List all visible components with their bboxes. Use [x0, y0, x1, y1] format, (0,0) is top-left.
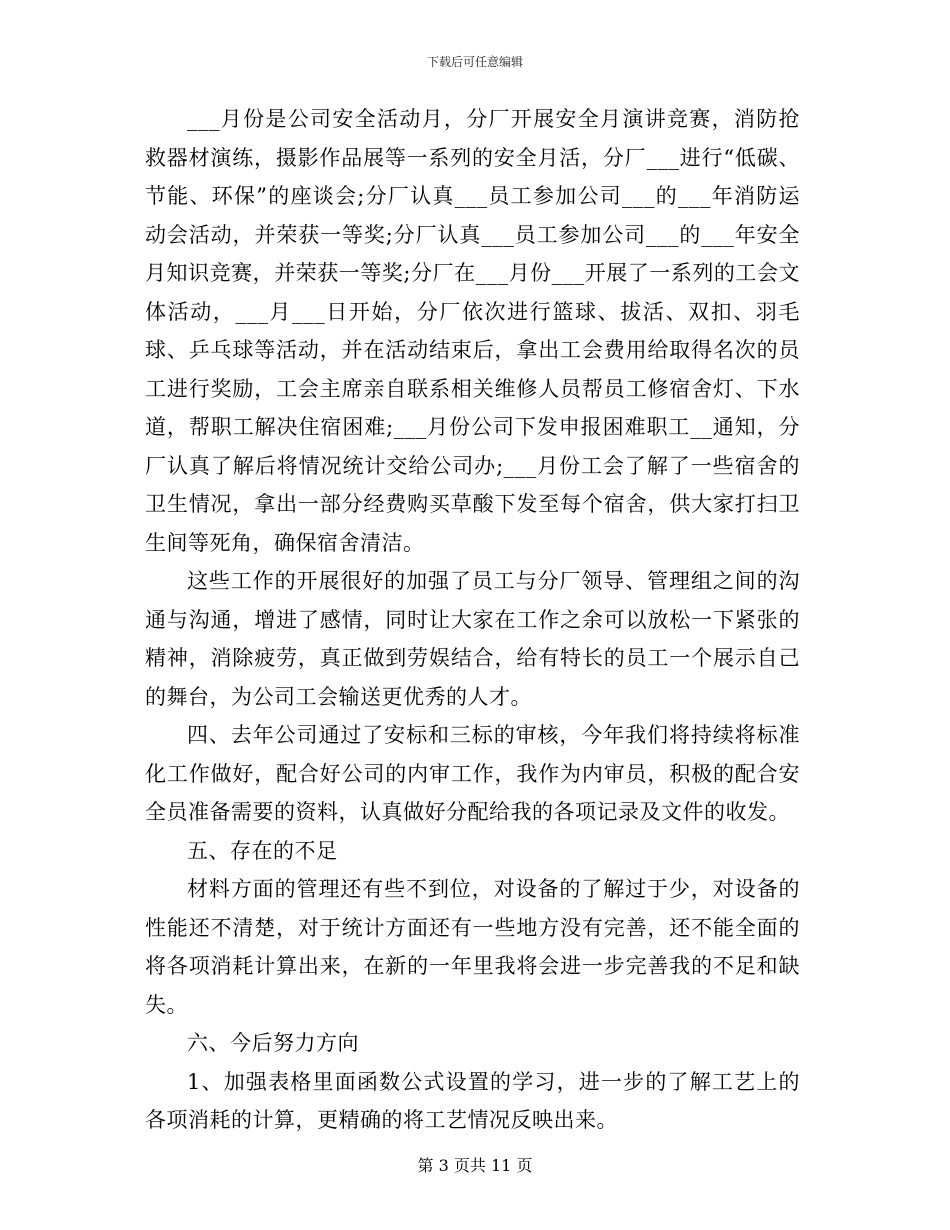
- paragraph-safety-month: ___月份是公司安全活动月，分厂开展安全月演讲竞赛，消防抢救器材演练，摄影作品展等一系列的安全月活，分厂___进行“低碳、节能、环保”的座谈会;分厂认真___员工参加公司___的___年消防运动会活动，并荣获一等奖;分厂认真___员工参加公司___的___年安全月知识竞赛，并荣获一等奖;分厂在___月份___开展了一系列的工会文体活动，___月___日开始，分厂依次进行篮球、拔活、双扣、羽毛球、乒乓球等活动，并在活动结束后，拿出工会费用给取得名次的员工进行奖励，工会主席亲自联系相关维修人员帮员工修宿舍灯、下水道，帮职工解决住宿困难;___月份公司下发申报困难职工__通知，分厂认真了解后将情况统计交给公司办;___月份工会了解了一些宿舍的卫生情况，拿出一部分经费购买草酸下发至每个宿舍，供大家打扫卫生间等死角，确保宿舍清洁。: [145, 107, 800, 555]
- section-heading-future-direction: 六、今后努力方向: [187, 1031, 359, 1055]
- paragraph-communication: 这些工作的开展很好的加强了员工与分厂领导、管理组之间的沟通与沟通，增进了感情，同时让大家在工作之余可以放松一下紧张的精神，消除疲劳，真正做到劳娱结合，给有特长的员工一个展示自己的舞台，为公司工会输送更优秀的人才。: [145, 569, 800, 709]
- header-note: 下载后可任意编辑: [426, 55, 523, 69]
- paragraph-shortcomings: 材料方面的管理还有些不到位，对设备的了解过于少，对设备的性能还不清楚，对于统计方面还有一些地方没有完善，还不能全面的将各项消耗计算出来，在新的一年里我将会进一步完善我的不足和缺失。: [145, 877, 800, 1017]
- paragraph-future-item-1: 1、加强表格里面函数公式设置的学习，进一步的了解工艺上的各项消耗的计算，更精确的将工艺情况反映出来。: [145, 1069, 800, 1132]
- section-heading-shortcomings: 五、存在的不足: [187, 838, 338, 863]
- page-number: 第 3 页共 11 页: [417, 1156, 533, 1175]
- document-body: [145, 100, 800, 1140]
- paragraph-audit: 四、去年公司通过了安标和三标的审核，今年我们将持续将标准化工作做好，配合好公司的内审工作，我作为内审员，积极的配合安全员准备需要的资料，认真做好分配给我的各项记录及文件的收发。: [145, 723, 800, 824]
